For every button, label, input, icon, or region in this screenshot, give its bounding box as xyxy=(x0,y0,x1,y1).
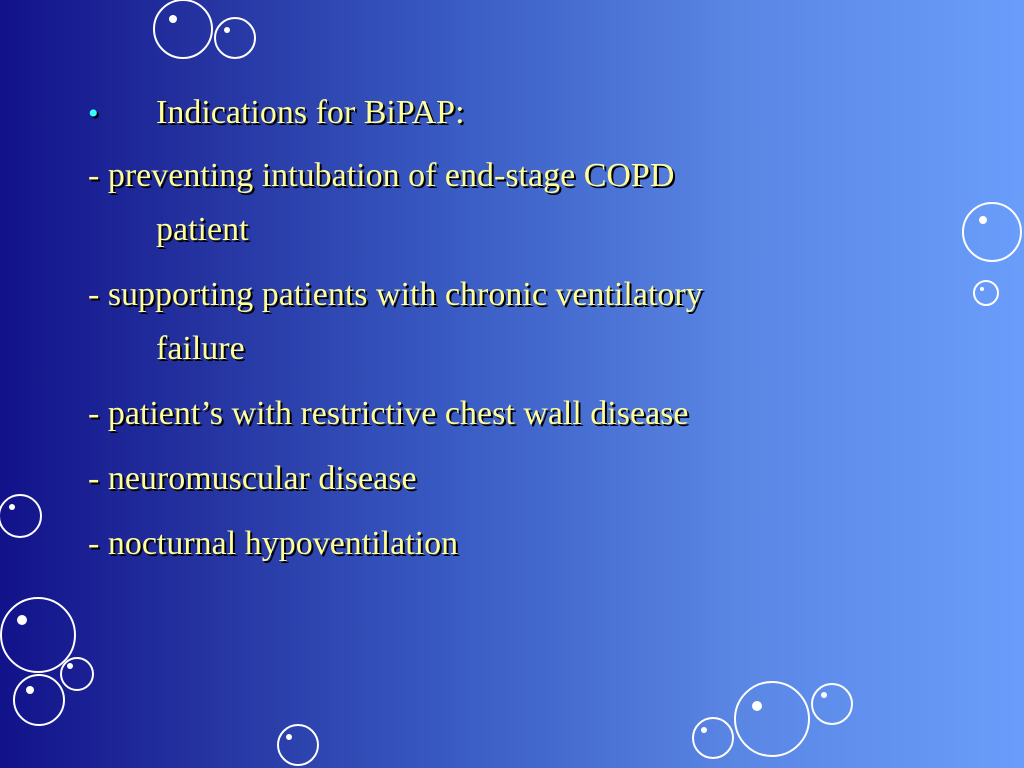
list-item xyxy=(88,517,948,571)
bubble-highlight xyxy=(169,15,177,23)
bubble-highlight xyxy=(224,27,230,33)
bubble xyxy=(154,0,212,58)
bubble-highlight xyxy=(26,686,34,694)
list-item-continuation: patient xyxy=(156,211,249,248)
bubble-highlight xyxy=(67,663,73,669)
bubble-highlight xyxy=(286,734,292,740)
bubble xyxy=(61,658,93,690)
bubble-highlight xyxy=(980,287,984,291)
list-item xyxy=(88,149,948,257)
bubble xyxy=(14,675,64,725)
list-item-text: - supporting patients with chronic ventilatory xyxy=(88,276,703,313)
bubble xyxy=(0,495,41,537)
bubble xyxy=(735,682,809,756)
list-item-text: - neuromuscular disease xyxy=(88,460,417,497)
list-item xyxy=(88,452,948,506)
slide-content xyxy=(88,86,948,582)
bubble xyxy=(693,718,733,758)
bubble-highlight xyxy=(17,615,27,625)
bubble xyxy=(215,18,255,58)
list-item-text: - preventing intubation of end-stage COPD xyxy=(88,157,675,194)
bubble-highlight xyxy=(979,216,987,224)
bubble xyxy=(963,203,1021,261)
bubble-highlight xyxy=(9,504,15,510)
list-item-continuation: failure xyxy=(156,330,245,367)
list-item xyxy=(88,387,948,441)
list-item xyxy=(88,268,948,376)
bullet-icon: • xyxy=(88,97,99,130)
bubble xyxy=(1,598,75,672)
list-item-text: - patient’s with restrictive chest wall disease xyxy=(88,395,689,432)
slide-heading xyxy=(88,86,948,141)
bubble-highlight xyxy=(701,727,707,733)
bubble xyxy=(812,684,852,724)
bubble xyxy=(278,725,318,765)
heading-text: Indications for BiPAP: xyxy=(156,94,465,131)
bubble xyxy=(974,281,998,305)
list-item-text: - nocturnal hypoventilation xyxy=(88,525,459,562)
bubble-highlight xyxy=(821,692,827,698)
bubble-highlight xyxy=(752,701,762,711)
